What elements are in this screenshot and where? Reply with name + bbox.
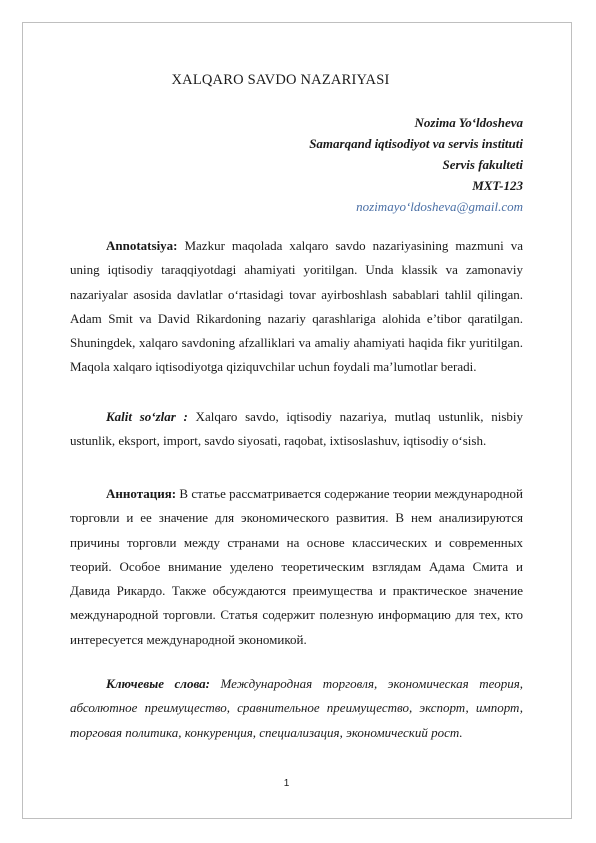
uz-keywords-text: Xalqaro savdo, iqtisodiy nazariya, mutlaq ustunlik, nisbiy ustunlik, eksport, import, savdo siyosati, raqobat, ixtisoslashuv, iqtisodiy o‘sish.	[70, 409, 523, 449]
page-number: 1	[283, 778, 290, 789]
ru-abstract-label: Аннотация:	[106, 486, 177, 501]
ru-keywords-text: Международная торговля, экономическая теория, абсолютное преимущество, сравнительное преимущество, экспорт, импорт, торговая политика, конкуренция, специализация, экономический рост.	[70, 676, 523, 740]
ru-keywords-label: Ключевые слова:	[106, 676, 210, 691]
author-name: Nozima Yo‘ldosheva	[414, 115, 523, 130]
ru-abstract-text: В статье рассматривается содержание теории международной торговли и ее значение для экономического развития. В нем анализируются причины торговли между странами на основе классических и современных теорий. Особое внимание уделено теоретическим взглядам Адама Смита и Давида Рикардо. Также обсуждаются преимущества и практическое значение международной торговли. Статья содержит полезную информацию для тех, кто интересуется международной экономикой.	[70, 486, 523, 647]
author-institution: Samarqand iqtisodiyot va servis instituti	[309, 136, 523, 151]
ru-keywords	[70, 672, 523, 745]
uz-abstract-text: Mazkur maqolada xalqaro savdo nazariyasining mazmuni va uning iqtisodiy taraqqiyotdagi ahamiyati yoritilgan. Unda klassik va zamonaviy nazariyalar asosida davlatlar o‘rtasidagi tovar ayirboshlash sabablari tahlil qilingan. Adam Smit va David Rikardoning nazariy qarashlariga alohida e’tibor qaratilgan. Shuningdek, xalqaro savdoning afzalliklari va amaliy ahamiyati haqida fikr yuritilgan. Maqola xalqaro iqtisodiyotga qiziquvchilar uchun foydali ma’lumotlar beradi.	[70, 238, 523, 375]
author-faculty: Servis fakulteti	[442, 157, 523, 172]
ru-abstract	[70, 482, 523, 652]
uz-keywords-label: Kalit so‘zlar :	[106, 409, 188, 424]
author-email[interactable]: nozimayo‘ldosheva@gmail.com	[356, 199, 523, 214]
uz-abstract	[70, 234, 523, 380]
uz-abstract-label: Annotatsiya:	[106, 238, 178, 253]
author-block	[70, 112, 523, 217]
author-group: MXT-123	[472, 178, 523, 193]
article-title: XALQARO SAVDO NAZARIYASI	[171, 72, 390, 88]
uz-keywords	[70, 405, 523, 454]
